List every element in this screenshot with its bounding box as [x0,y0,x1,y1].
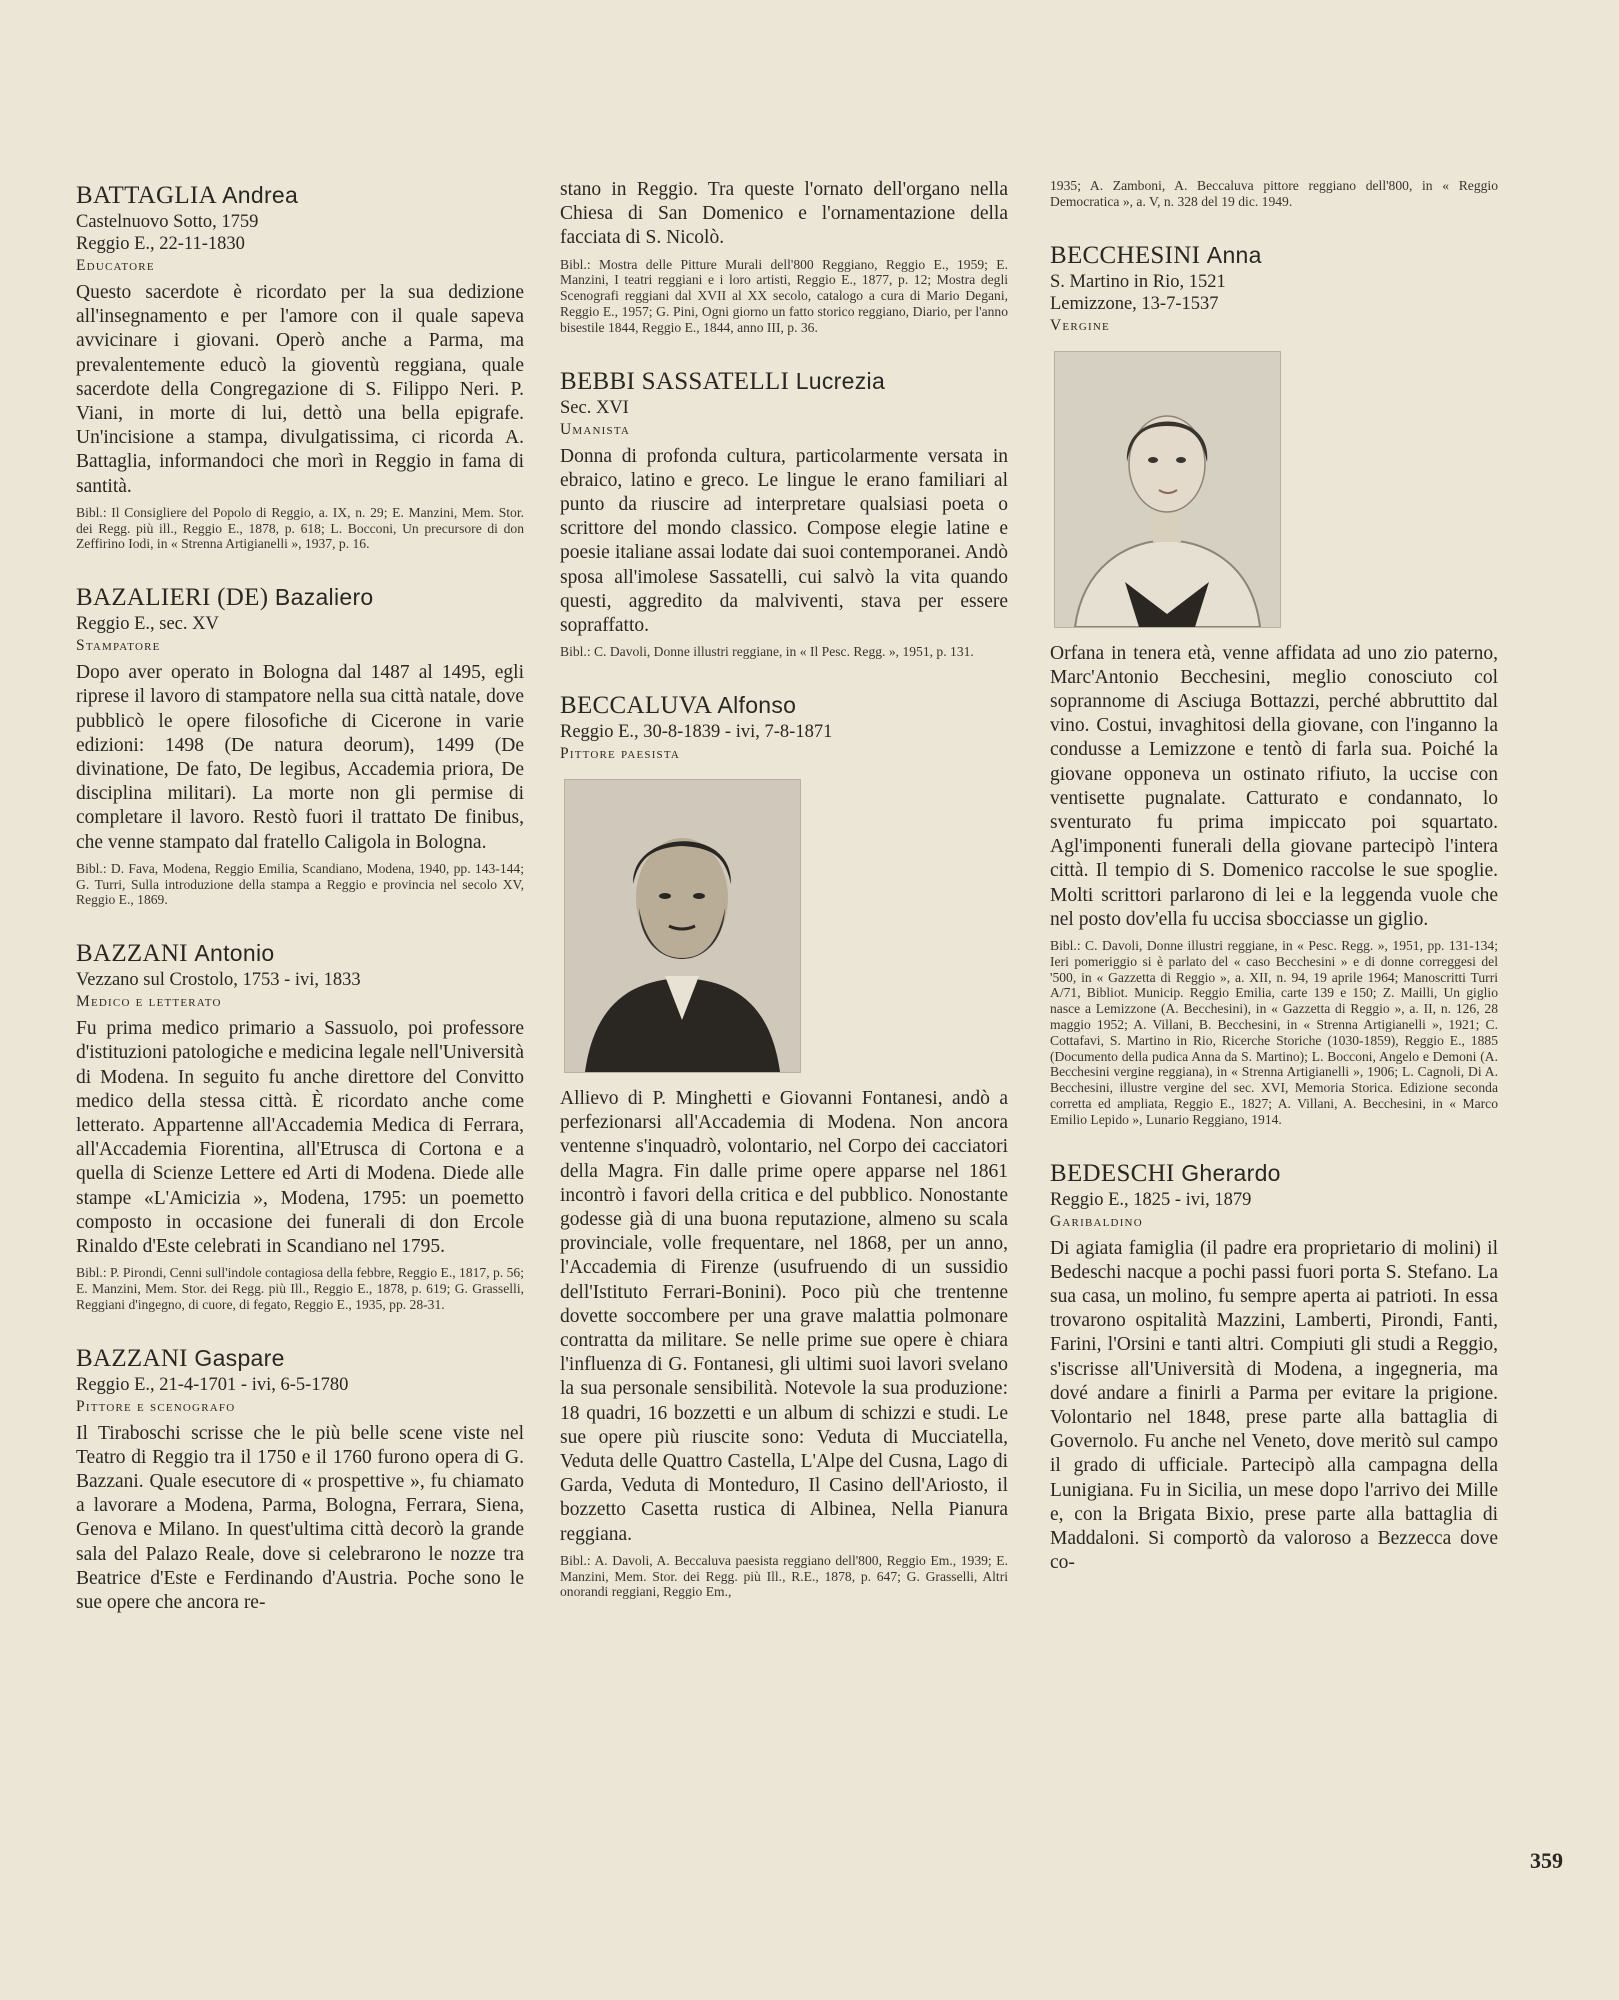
entry-surname: BATTAGLIA [76,182,216,209]
portrait-photo-beccaluva [564,779,801,1073]
entry-dates: Sec. XVI [560,397,629,418]
entry-beccaluva-alfonso [560,690,1008,1600]
entry-role: Pittore paesista [560,745,681,763]
entry-role: Garibaldino [1050,1212,1143,1230]
entry-battaglia-andrea [76,180,524,552]
entry-given-name: Bazaliero [274,584,374,611]
column-1 [76,180,524,1645]
entry-heading [560,366,1008,397]
entry-role: Umanista [560,420,631,438]
entry-heading [76,1343,524,1374]
entry-becchesini-anna [1050,240,1498,1128]
entry-role: Medico e letterato [76,993,222,1011]
entry-dates: Lemizzone, 13-7-1537 [1050,293,1219,314]
entry-body: Di agiata famiglia (il padre era proprietario di molini) il Bedeschi nacque a pochi passi fuori porta S. Stefano. La sua casa, un molino, fu sempre aperta ai patrioti. In essa trovarono ospitalità Mazzini, Lamberti, Pirondi, Fanti, Farini, l'Orsini e tanti altri. Compiuti gli studi a Reggio, s'iscrisse all'Università di Modena, a ingegneria, ma dové andare a finirli a Parma per evitare la prigione. Volontario nel 1848, prese parte alla battaglia di Governolo. Fu anche nel Veneto, dove meritò sul campo il grado di ufficiale. Partecipò alla campagna della Lunigiana. Fu in Sicilia, un mese dopo l'arrivo dei Mille e, con la Brigata Bixio, prese parte alla battaglia di Maddaloni. Si comportò da valoroso a Bezzecca dove co- [1050,1237,1498,1574]
entry-bibliography: Bibl.: Il Consigliere del Popolo di Reggio, a. IX, n. 29; E. Manzini, Mem. Stor. dei Regg. più ill., Reggio E., 1878, p. 618; L. Bocconi, Un precursore di don Zeffirino Iodi, in « Strenna Artigianelli », 1937, p. 16. [76,504,524,552]
entry-birthplace: Castelnuovo Sotto, 1759 [76,212,259,232]
entry-body: Fu prima medico primario a Sassuolo, poi professore d'istituzioni patologiche e medicina legale nell'Università di Modena. In seguito fu anche direttore del Convitto medico della stessa città. È ricordato anche come letterato. Appartenne all'Accademia Medica di Ferrara, all'Accademia Fiorentina, all'Etrusca di Cortona e a quella di Scienze Lettere ed Arti di Modena. Diede alle stampe «L'Amicizia », Modena, 1795: un poemetto composto in occasione dei funerali di don Ercole Rinaldo d'Este celebrati in Scandiano nel 1795. [76,1018,524,1258]
entry-given-name: Lucrezia [795,367,886,394]
entry-role: Vergine [1050,316,1110,334]
entry-body: Allievo di P. Minghetti e Giovanni Fontanesi, andò a perfezionarsi all'Accademia di Modena. Non ancora ventenne s'inquadrò, volontario, nel Corpo dei cacciatori della Magra. Fin dalle prime opere apparse nel 1861 incontrò i favori della critica e del pubblico. Nonostante godesse già di una buona reputazione, almeno su scala provinciale, volle frequentare, nel 1868, per un anno, l'Accademia di Firenze (usufruendo di un sussidio dell'Istituto Ferrari-Bonini). Poco più che trentenne dovette soccombere per una grave malattia polmonare contratta da militare. Se nelle prime sue opere è chiara l'influenza di G. Fontanesi, gli ultimi suoi lavori svelano la sua personale sensibilità. Notevole la sua produzione: 18 quadri, 16 bozzetti e un album di schizzi e studi. Le sue opere più riuscite sono: Veduta di Mucciatella, Veduta delle Quattro Castella, L'Alpe del Cusna, Lago di Garda, Veduta di Monteduro, Il Casino dell'Ariosto, il bozzetto Casetta rustica di Albinea, Nella Pianura reggiana. [560,1088,1008,1545]
entry-heading [1050,1158,1498,1189]
entry-bibliography: Bibl.: C. Davoli, Donne illustri reggiane, in « Il Pesc. Regg. », 1951, p. 131. [560,644,974,660]
entry-bibliography: Bibl.: P. Pirondi, Cenni sull'indole contagiosa della febbre, Reggio E., 1817, p. 56; E. Manzini, Mem. Stor. dei Regg. più Ill., Reggio E., 1878, p. 619; G. Grasselli, Reggiani d'ingegno, di cuore, di fegato, Reggio E., 1935, pp. 28-31. [76,1265,524,1312]
entry-given-name: Antonio [194,940,275,967]
entry-heading [76,180,524,211]
entry-body: Dopo aver operato in Bologna dal 1487 al 1495, egli riprese il lavoro di stampatore nella sua città natale, dove pubblicò le opere filosofiche di Cicerone in varie edizioni: 1498 (De natura deorum), 1499 (De divinatione, De fato, De legibus, Accademia priora, De disciplina militari). La morte non gli permise di completare il lavoro. Restò fuori il trattato De finibus, che venne stampato dal fratello Caligola in Bologna. [76,662,524,853]
entry-role: Educatore [76,257,155,274]
entry-dates: Reggio E., 22-11-1830 [76,234,245,254]
portrait-engraving-becchesini [1054,351,1281,628]
entry-surname: BAZZANI [76,940,188,968]
entry-dates: Vezzano sul Crostolo, 1753 - ivi, 1833 [76,970,361,991]
entry-body: Il Tiraboschi scrisse che le più belle scene viste nel Teatro di Reggio tra il 1750 e il 1760 furono opera di G. Bazzani. Quale esecutore di « prospettive », fu chiamato a lavorare a Modena, Parma, Bologna, Ferrara, Siena, Genova e Milano. In quest'ultima città decorò la grande sala del Palazo Reale, dove si celebrarono le nozze tra Beatrice d'Este e Ferdinando d'Austria. Poche sono le sue opere che ancora re- [76,1422,524,1614]
entry-body: Questo sacerdote è ricordato per la sua dedizione all'insegnamento e per l'amore con il quale sapeva avvicinare i giovani. Operò anche a Parma, ma prevalentemente educò la gioventù reggiana, quale sacerdote della Congregazione di S. Filippo Neri. P. Viani, in morte di lui, dettò una bella epigrafe. Un'incisione a stampa, divulgatissima, ci ricorda A. Battaglia, informandoci che morì in Reggio in fama di santità. [76,282,524,497]
entry-surname: BEDESCHI [1050,1159,1175,1187]
entry-bazzani-gaspare-continued [560,178,1008,336]
entry-dates: Reggio E., sec. XV [76,614,219,635]
entry-heading [1050,240,1498,271]
entry-dates: Reggio E., 30-8-1839 - ivi, 7-8-1871 [560,722,833,743]
entry-birthplace: S. Martino in Rio, 1521 [1050,271,1226,292]
entry-given-name: Andrea [222,182,299,208]
man-portrait-icon [565,780,800,1072]
entry-surname: BEBBI SASSATELLI [560,367,790,395]
column-2 [560,180,1008,1630]
entry-dates: Reggio E., 21-4-1701 - ivi, 6-5-1780 [76,1374,349,1395]
entry-bibliography: Bibl.: C. Davoli, Donne illustri reggiane, in « Pesc. Regg. », 1951, pp. 131-134; Ieri pomeriggio si è parlato del « caso Becchesini » e di donne correggesi del '500, in « Gazzetta di Reggio », a. XII, n. 94, 19 aprile 1964; Manoscritti Turri A/71, Bibliot. Municip. Reggio Emilia, carte 139 e 150; Z. Mailli, Un giglio nasce a Lemizzone (A. Becchesini), in « Gazzetta di Reggio », a. II, n. 126, 28 maggio 1952; A. Villani, B. Becchesini, in « Strenna Artigianelli », 1921; C. Cottafavi, S. Martino in Rio, Ricerche Storiche (1030-1859), Reggio E., 1885 (Documento della pudica Anna da S. Martino); L. Bocconi, Angelo e Demoni (A. Becchesini vergine reggiana), in « Strenna Artigianelli », 1906; L. Cagnoli, Di A. Becchesini, illustre vergine del sec. XVI, Memoria Storica. Edizione seconda corretta ed ampliata, Reggio E., 1827; A. Villani, A. Becchesini, in « Marco Emilio Lepido », Lunario Reggiano, 1914. [1050,938,1498,1127]
entry-bibliography-continuation: 1935; A. Zamboni, A. Beccaluva pittore reggiano dell'800, in « Reggio Democratica », a. V, n. 328 del 19 dic. 1949. [1050,178,1498,209]
entry-surname: BAZALIERI (DE) [76,584,269,612]
woman-portrait-icon [1055,352,1280,627]
entry-body-continuation: stano in Reggio. Tra queste l'ornato dell'organo nella Chiesa di San Domenico e l'ornamentazione della facciata di S. Nicolò. [560,179,1008,249]
entry-given-name: Alfonso [717,692,797,719]
entry-surname: BECCHESINI [1050,241,1201,269]
page-number: 359 [1530,1848,1563,1873]
entry-role: Pittore e scenografo [76,1397,236,1415]
entry-bazzani-antonio [76,938,524,1312]
entry-beccaluva-alfonso-continued [1050,178,1498,210]
entry-given-name: Anna [1206,241,1262,268]
entry-bibliography: Bibl.: Mostra delle Pitture Murali dell'800 Reggiano, Reggio E., 1959; E. Manzini, I teatri reggiani e i loro artisti, Reggio E., 1877, p. 12; Mostra degli Scenografi reggiani dal XVII al XX secolo, catalogo a cura di Mario Degani, Reggio E., 1957; G. Pini, Ogni giorno un fatto storico reggiano, Diario, per l'anno bisestile 1844, Reggio E., 1844, anno III, p. 36. [560,256,1008,335]
entry-surname: BECCALUVA [560,692,711,720]
entry-bazalieri-bazaliero [76,582,524,908]
entry-dates: Reggio E., 1825 - ivi, 1879 [1050,1189,1252,1210]
entry-bedeschi-gherardo [1050,1158,1498,1576]
entry-body: Orfana in tenera età, venne affidata ad uno zio paterno, Marc'Antonio Becchesini, meglio conosciuto col soprannome di Asciuga Bottazzi, perché abbruttito dal vino. Costui, invaghitosi della giovane, con l'inganno la condusse a Lemizzone e tentò di farla sua. Poiché la giovane opponeva un ostinato rifiuto, la uccise con ventisette pugnalate. Catturato e condannato, lo sventurato fu prima impiccato poi squartato. Agl'imponenti funerali della giovane partecipò l'intera città. Il tempio di S. Domenico raccolse le sue spoglie. Molti scrittori parlarono di lei e la leggenda vuole che nel posto dov'ella fu uccisa sbocciasse un giglio. [1050,642,1498,930]
entry-heading [560,690,1008,721]
entry-given-name: Gaspare [194,1344,285,1371]
entry-bibliography: Bibl.: A. Davoli, A. Beccaluva paesista reggiano dell'800, Reggio Em., 1939; E. Manzini, Mem. Stor. dei Regg. più Ill., R.E., 1878, p. 647; G. Grasselli, Altri onorandi reggiani, Reggio Em., [560,1552,1008,1600]
entry-surname: BAZZANI [76,1344,188,1372]
entry-bebbi-sassatelli-lucrezia [560,366,1008,660]
entry-body: Donna di profonda cultura, particolarmente versata in ebraico, latino e greco. Le lingue le erano familiari al punto da riuscire ad interpretare qualsiasi poeta o scrittore del mondo classico. Compose elegie latine e poesie italiane assai lodate dai suoi contemporanei. Andò sposa all'imolese Sassatelli, cui salvò la vita quando questi, aggredito da malviventi, stava per essere sopraffatto. [560,445,1008,637]
entry-role: Stampatore [76,637,161,655]
entry-heading [76,582,524,613]
entry-bibliography: Bibl.: D. Fava, Modena, Reggio Emilia, Scandiano, Modena, 1940, pp. 143-144; G. Turri, Sulla introduzione della stampa a Reggio e provincia nel secolo XV, Reggio E., 1869. [76,860,524,908]
column-3 [1050,180,1498,1605]
entry-given-name: Gherardo [1181,1159,1281,1186]
entry-heading [76,938,524,969]
entry-bazzani-gaspare [76,1343,524,1616]
